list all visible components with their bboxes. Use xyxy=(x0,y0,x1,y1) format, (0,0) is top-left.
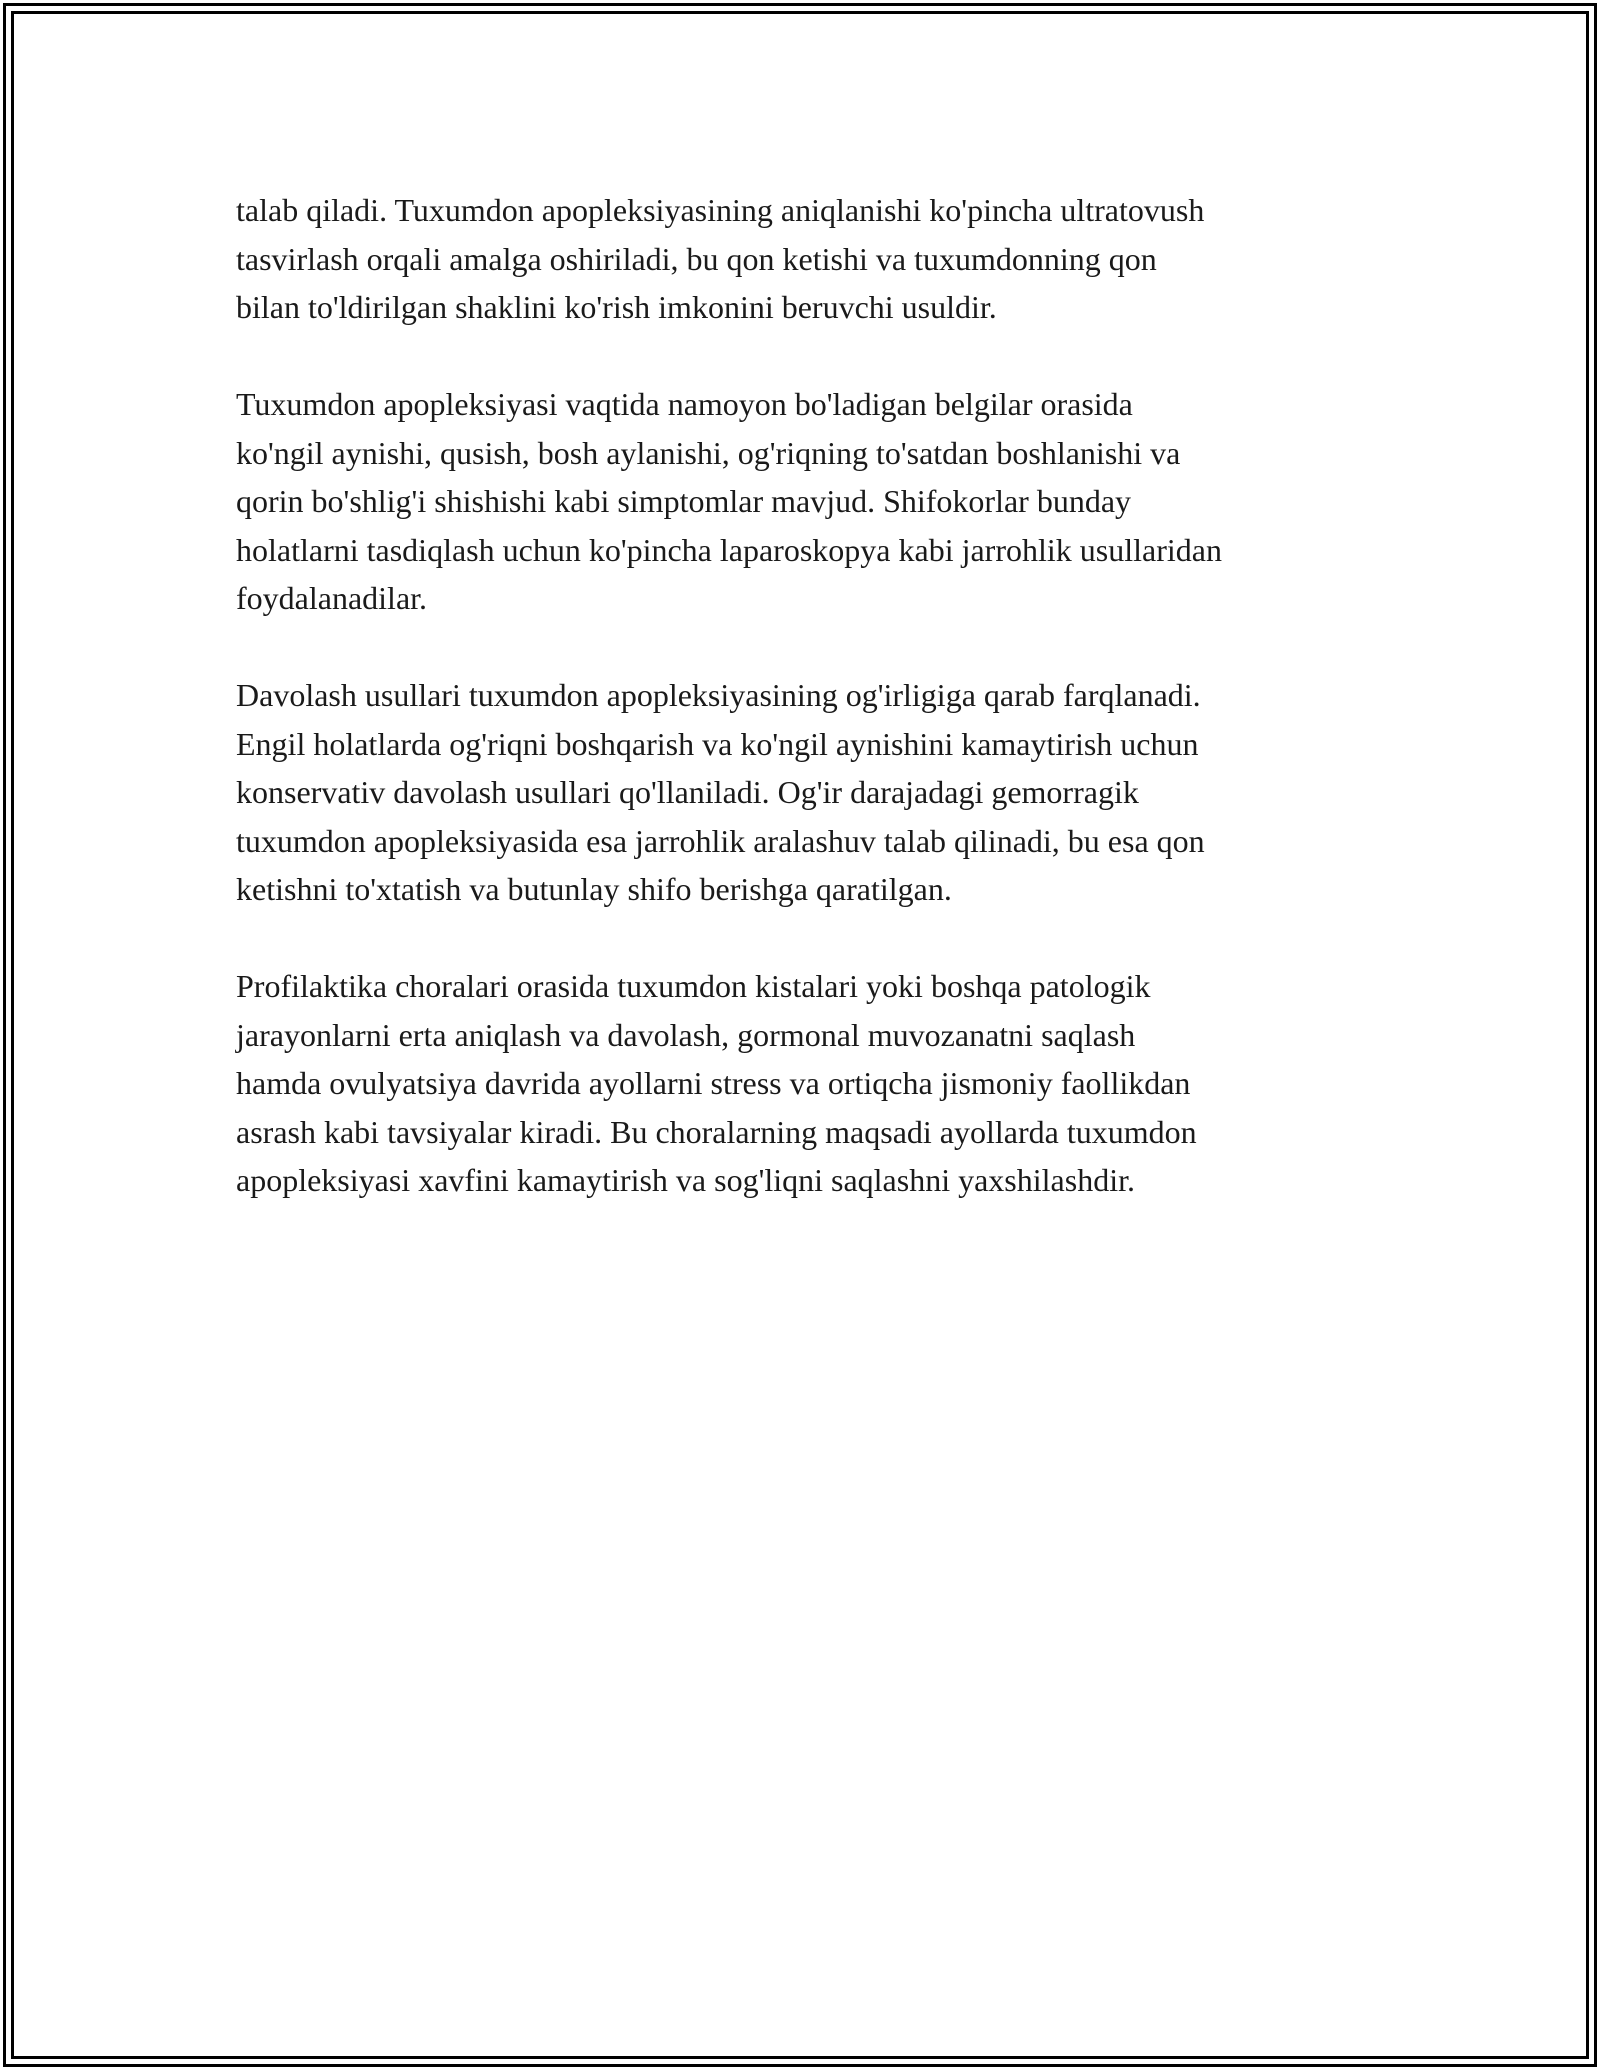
text-line: Tuxumdon apopleksiyasi vaqtida namoyon bo'ladigan belgilar orasida xyxy=(236,386,1133,422)
text-line: ketishni to'xtatish va butunlay shifo berishga qaratilgan. xyxy=(236,871,952,907)
text-line: Davolash usullari tuxumdon apopleksiyasining og'irligiga qarab farqlanadi. xyxy=(236,677,1201,713)
text-line: qorin bo'shlig'i shishishi kabi simptomlar mavjud. Shifokorlar bunday xyxy=(236,483,1132,519)
text-line: konservativ davolash usullari qo'llaniladi. Og'ir darajadagi gemorragik xyxy=(236,774,1139,810)
document-body xyxy=(236,186,1386,1253)
text-line: jarayonlarni erta aniqlash va davolash, gormonal muvozanatni saqlash xyxy=(236,1016,1136,1053)
text-line: asrash kabi tavsiyalar kiradi. Bu choralarning maqsadi ayollarda tuxumdon xyxy=(236,1113,1197,1150)
text-line: tuxumdon apopleksiyasida esa jarrohlik aralashuv talab qilinadi, bu esa qon xyxy=(236,822,1205,859)
text-line: talab qiladi. Tuxumdon apopleksiyasining aniqlanishi ko'pincha ultratovush xyxy=(236,192,1205,228)
paragraph-diagnosis xyxy=(236,186,1386,332)
text-line: foydalanadilar. xyxy=(236,580,428,616)
text-line: bilan to'ldirilgan shaklini ko'rish imkonini beruvchi usuldir. xyxy=(236,289,997,325)
paragraph-symptoms xyxy=(236,380,1386,623)
text-line: apopleksiyasi xavfini kamaytirish va sog'liqni saqlashni yaxshilashdir. xyxy=(236,1162,1135,1198)
text-line: Profilaktika choralari orasida tuxumdon kistalari yoki boshqa patologik xyxy=(236,968,1151,1004)
text-line: holatlarni tasdiqlash uchun ko'pincha laparoskopya kabi jarrohlik usullaridan xyxy=(236,531,1222,568)
paragraph-treatment xyxy=(236,671,1386,914)
text-line: tasvirlash orqali amalga oshiriladi, bu qon ketishi va tuxumdonning qon xyxy=(236,240,1157,277)
text-line: hamda ovulyatsiya davrida ayollarni stress va ortiqcha jismoniy faollikdan xyxy=(236,1065,1191,1101)
paragraph-prevention xyxy=(236,962,1386,1205)
text-line: Engil holatlarda og'riqni boshqarish va ko'ngil aynishini kamaytirish uchun xyxy=(236,725,1199,762)
text-line: ko'ngil aynishi, qusish, bosh aylanishi, og'riqning to'satdan boshlanishi va xyxy=(236,434,1181,471)
